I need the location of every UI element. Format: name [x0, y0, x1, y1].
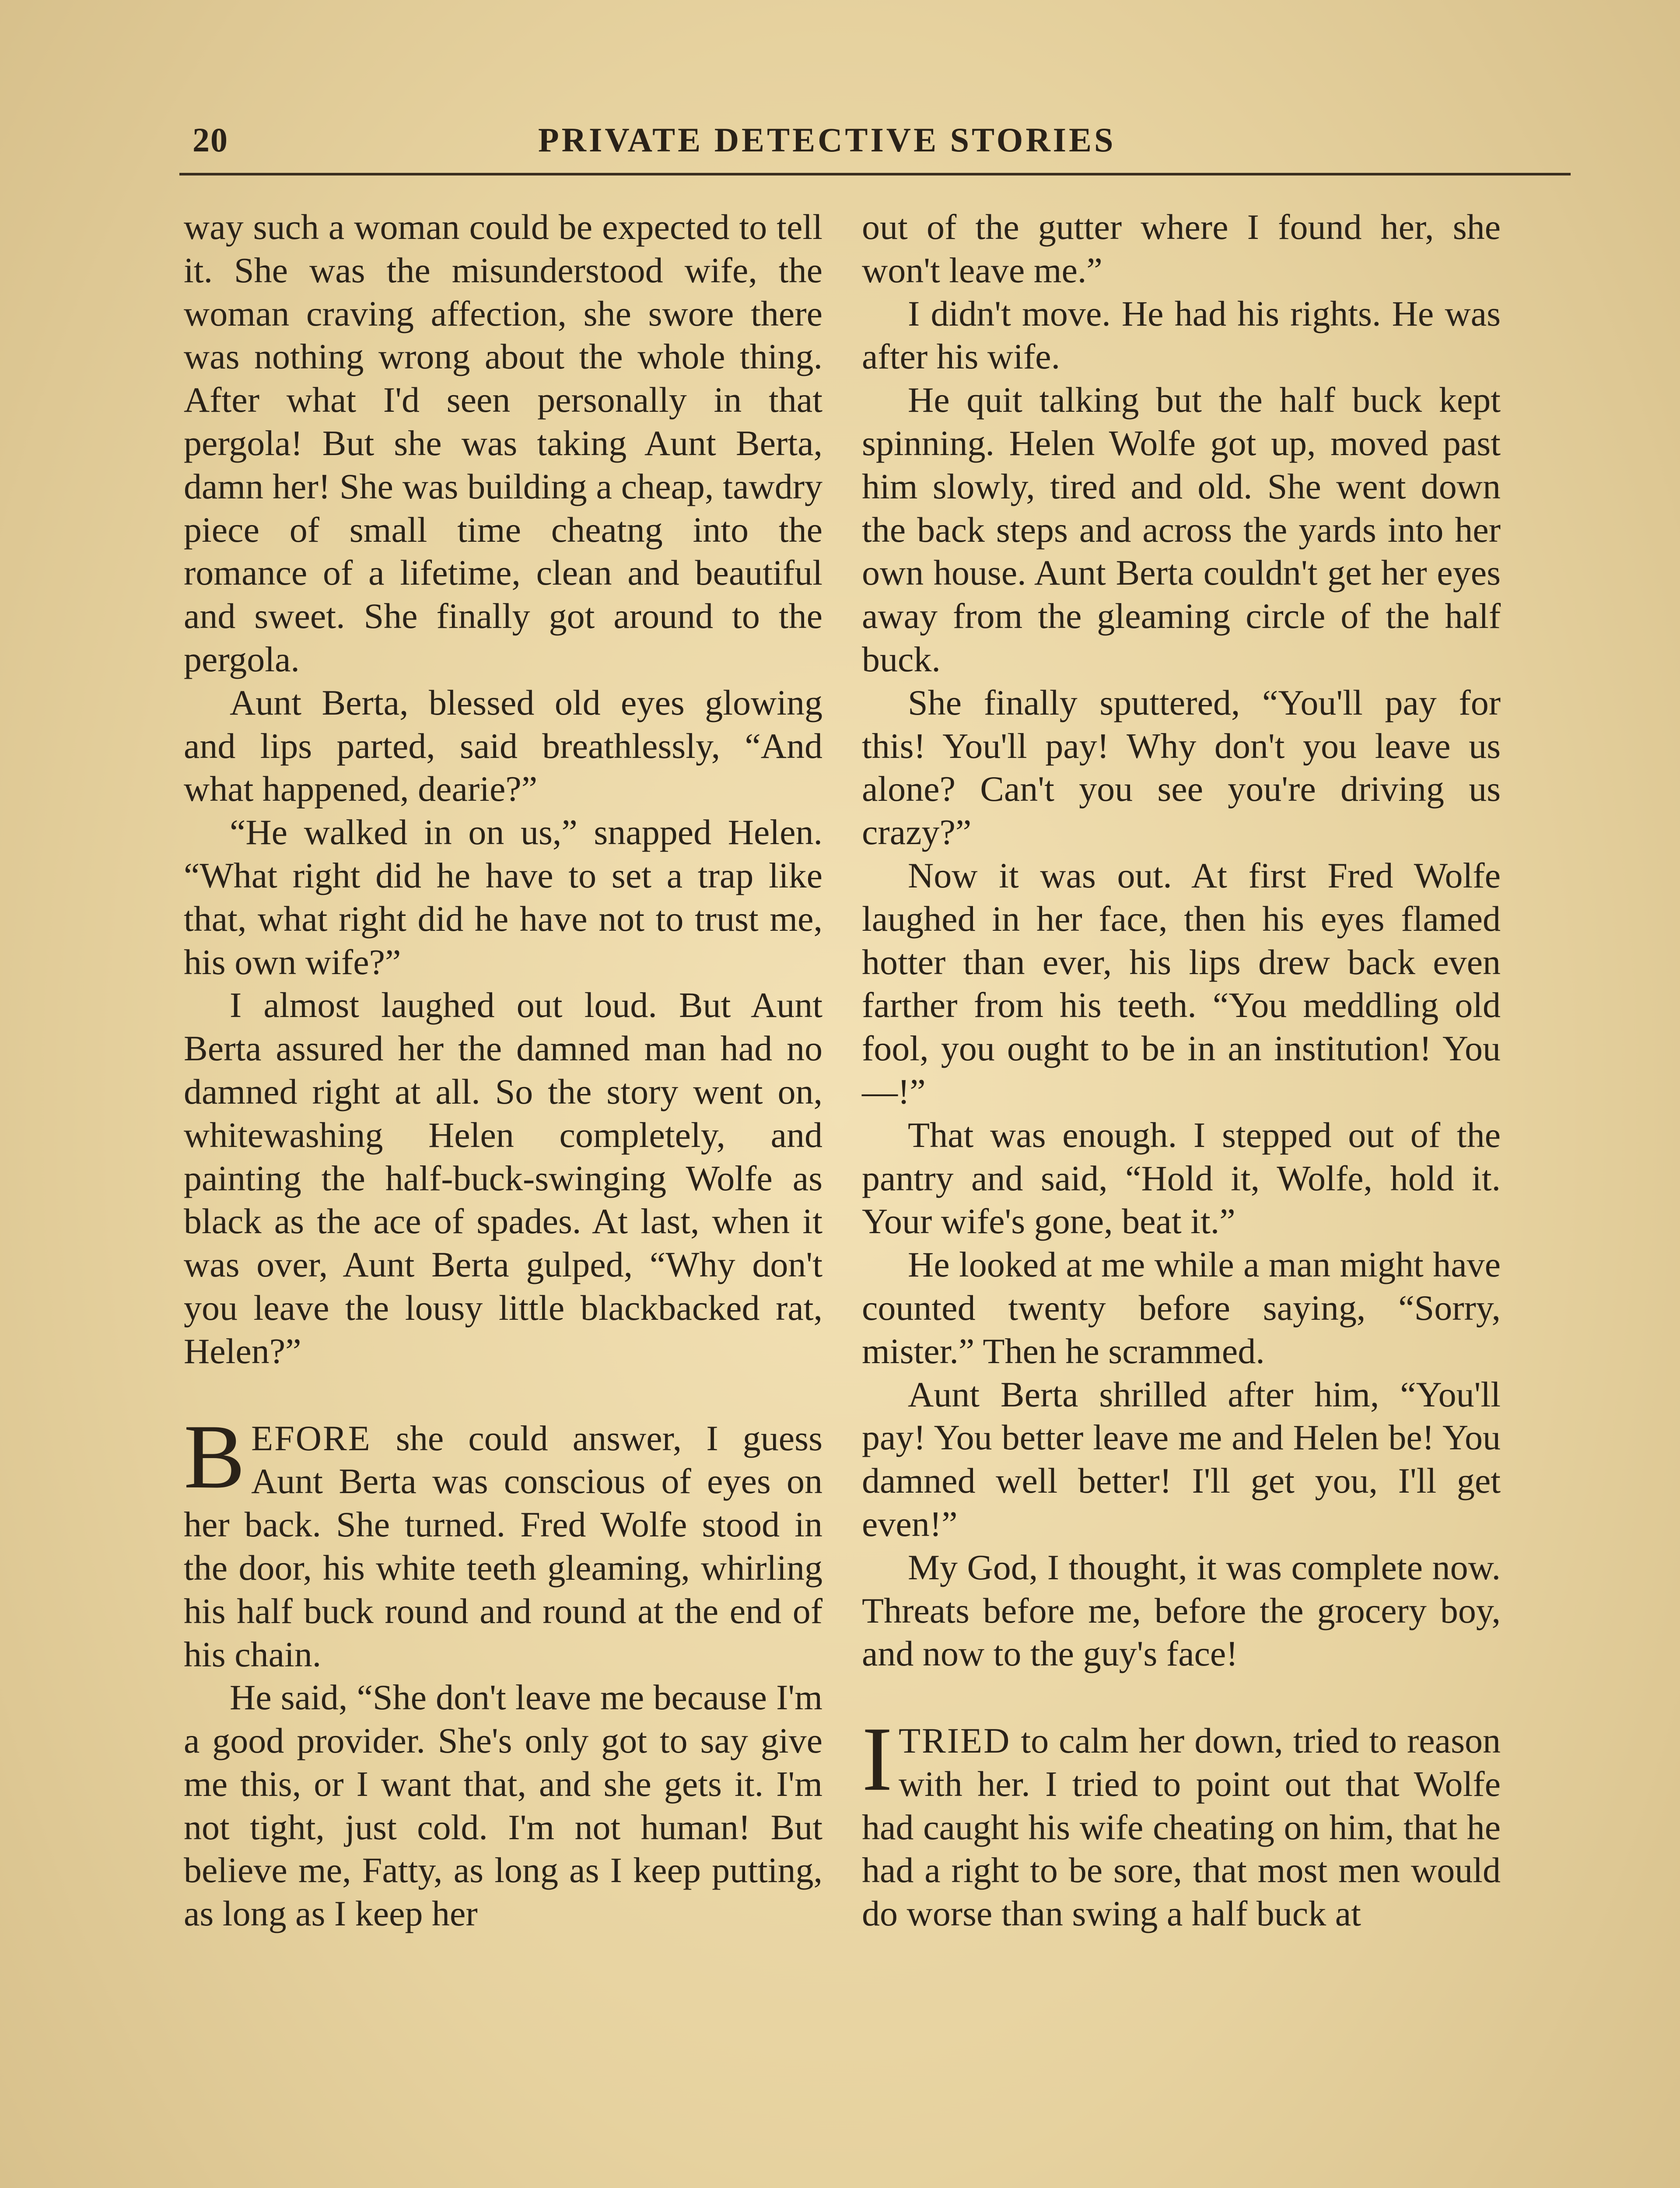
- header-rule: [179, 173, 1571, 175]
- page-number: 20: [192, 121, 228, 159]
- drop-cap: B: [184, 1406, 245, 1508]
- paragraph-text: she could answer, I guess Aunt Berta was conscious of eyes on her back. She turned. Fred Wolfe stood in the door, his white teeth gleaming, whirling his half buck round and round at the end of his chain.: [184, 1418, 822, 1674]
- paragraph: I almost laughed out loud. But Aunt Berta assured her the damned man had no damned right at all. So the story went on, whitewashing Helen completely, and painting the half-buck-swinging Wolfe as black as the ace of spades. At last, when it was over, Aunt Berta gulped, “Why don't you leave the lousy little blackbacked rat, Helen?”: [184, 985, 822, 1371]
- page-header: [192, 120, 1571, 168]
- paragraph: He quit talking but the half buck kept spinning. Helen Wolfe got up, moved past him slowly, tired and old. She went down the back steps and across the yards into her own house. Aunt Berta couldn't get her eyes away from the gleaming circle of the half buck.: [862, 380, 1501, 679]
- running-head: PRIVATE DETECTIVE STORIES: [538, 121, 1116, 159]
- paragraph: I didn't move. He had his rights. He was after his wife.: [862, 293, 1501, 377]
- lead-in-caps: TRIED: [898, 1721, 1011, 1761]
- section-paragraph: [862, 1708, 1501, 1936]
- paragraph: He said, “She don't leave me because I'm a good provider. She's only got to say give me this, or I want that, and she gets it. I'm not tight, just cold. I'm not human! But believe me, Fatty, as long as I keep putting, as long as I keep her: [184, 1677, 822, 1934]
- left-column: [184, 206, 822, 1936]
- drop-cap: I: [862, 1708, 892, 1810]
- paragraph: Aunt Berta shrilled after him, “You'll pay! You better leave me and Helen be! You damned well better! I'll get you, I'll get even!”: [862, 1374, 1501, 1544]
- lead-in-caps: EFORE: [251, 1418, 371, 1458]
- paragraph: out of the gutter where I found her, she won't leave me.”: [862, 207, 1501, 290]
- paragraph: My God, I thought, it was complete now. Threats before me, before the grocery boy, and now to the guy's face!: [862, 1547, 1501, 1674]
- paragraph: He looked at me while a man might have counted twenty before saying, “Sorry, mister.” Then he scrammed.: [862, 1245, 1501, 1371]
- paragraph: Aunt Berta, blessed old eyes glowing and lips parted, said breathlessly, “And what happened, dearie?”: [184, 682, 822, 809]
- paragraph: She finally sputtered, “You'll pay for this! You'll pay! Why don't you leave us alone? Can't you see you're driving us crazy?”: [862, 682, 1501, 852]
- paragraph-text: to calm her down, tried to reason with her. I tried to point out that Wolfe had caught his wife cheating on him, that he had a right to be sore, that most men would do worse than swing a half buck at: [862, 1721, 1501, 1934]
- right-column: [862, 206, 1501, 1936]
- paragraph: That was enough. I stepped out of the pantry and said, “Hold it, Wolfe, hold it. Your wife's gone, beat it.”: [862, 1115, 1501, 1241]
- paragraph: Now it was out. At first Fred Wolfe laughed in her face, then his eyes flamed hotter than ever, his lips drew back even farther from his teeth. “You meddling old fool, you ought to be in an institution! You—!”: [862, 855, 1501, 1112]
- paragraph: way such a woman could be expected to tell it. She was the misunderstood wife, the woman craving affection, she swore there was nothing wrong about the whole thing. After what I'd seen personally in that pergola! But she was taking Aunt Berta, damn her! She was building a cheap, tawdry piece of small time cheatng into the romance of a lifetime, clean and beautiful and sweet. She finally got around to the pergola.: [184, 207, 822, 679]
- paragraph: “He walked in on us,” snapped Helen. “What right did he have to set a trap like that, what right did he have not to trust me, his own wife?”: [184, 812, 822, 982]
- section-paragraph: [184, 1406, 822, 1676]
